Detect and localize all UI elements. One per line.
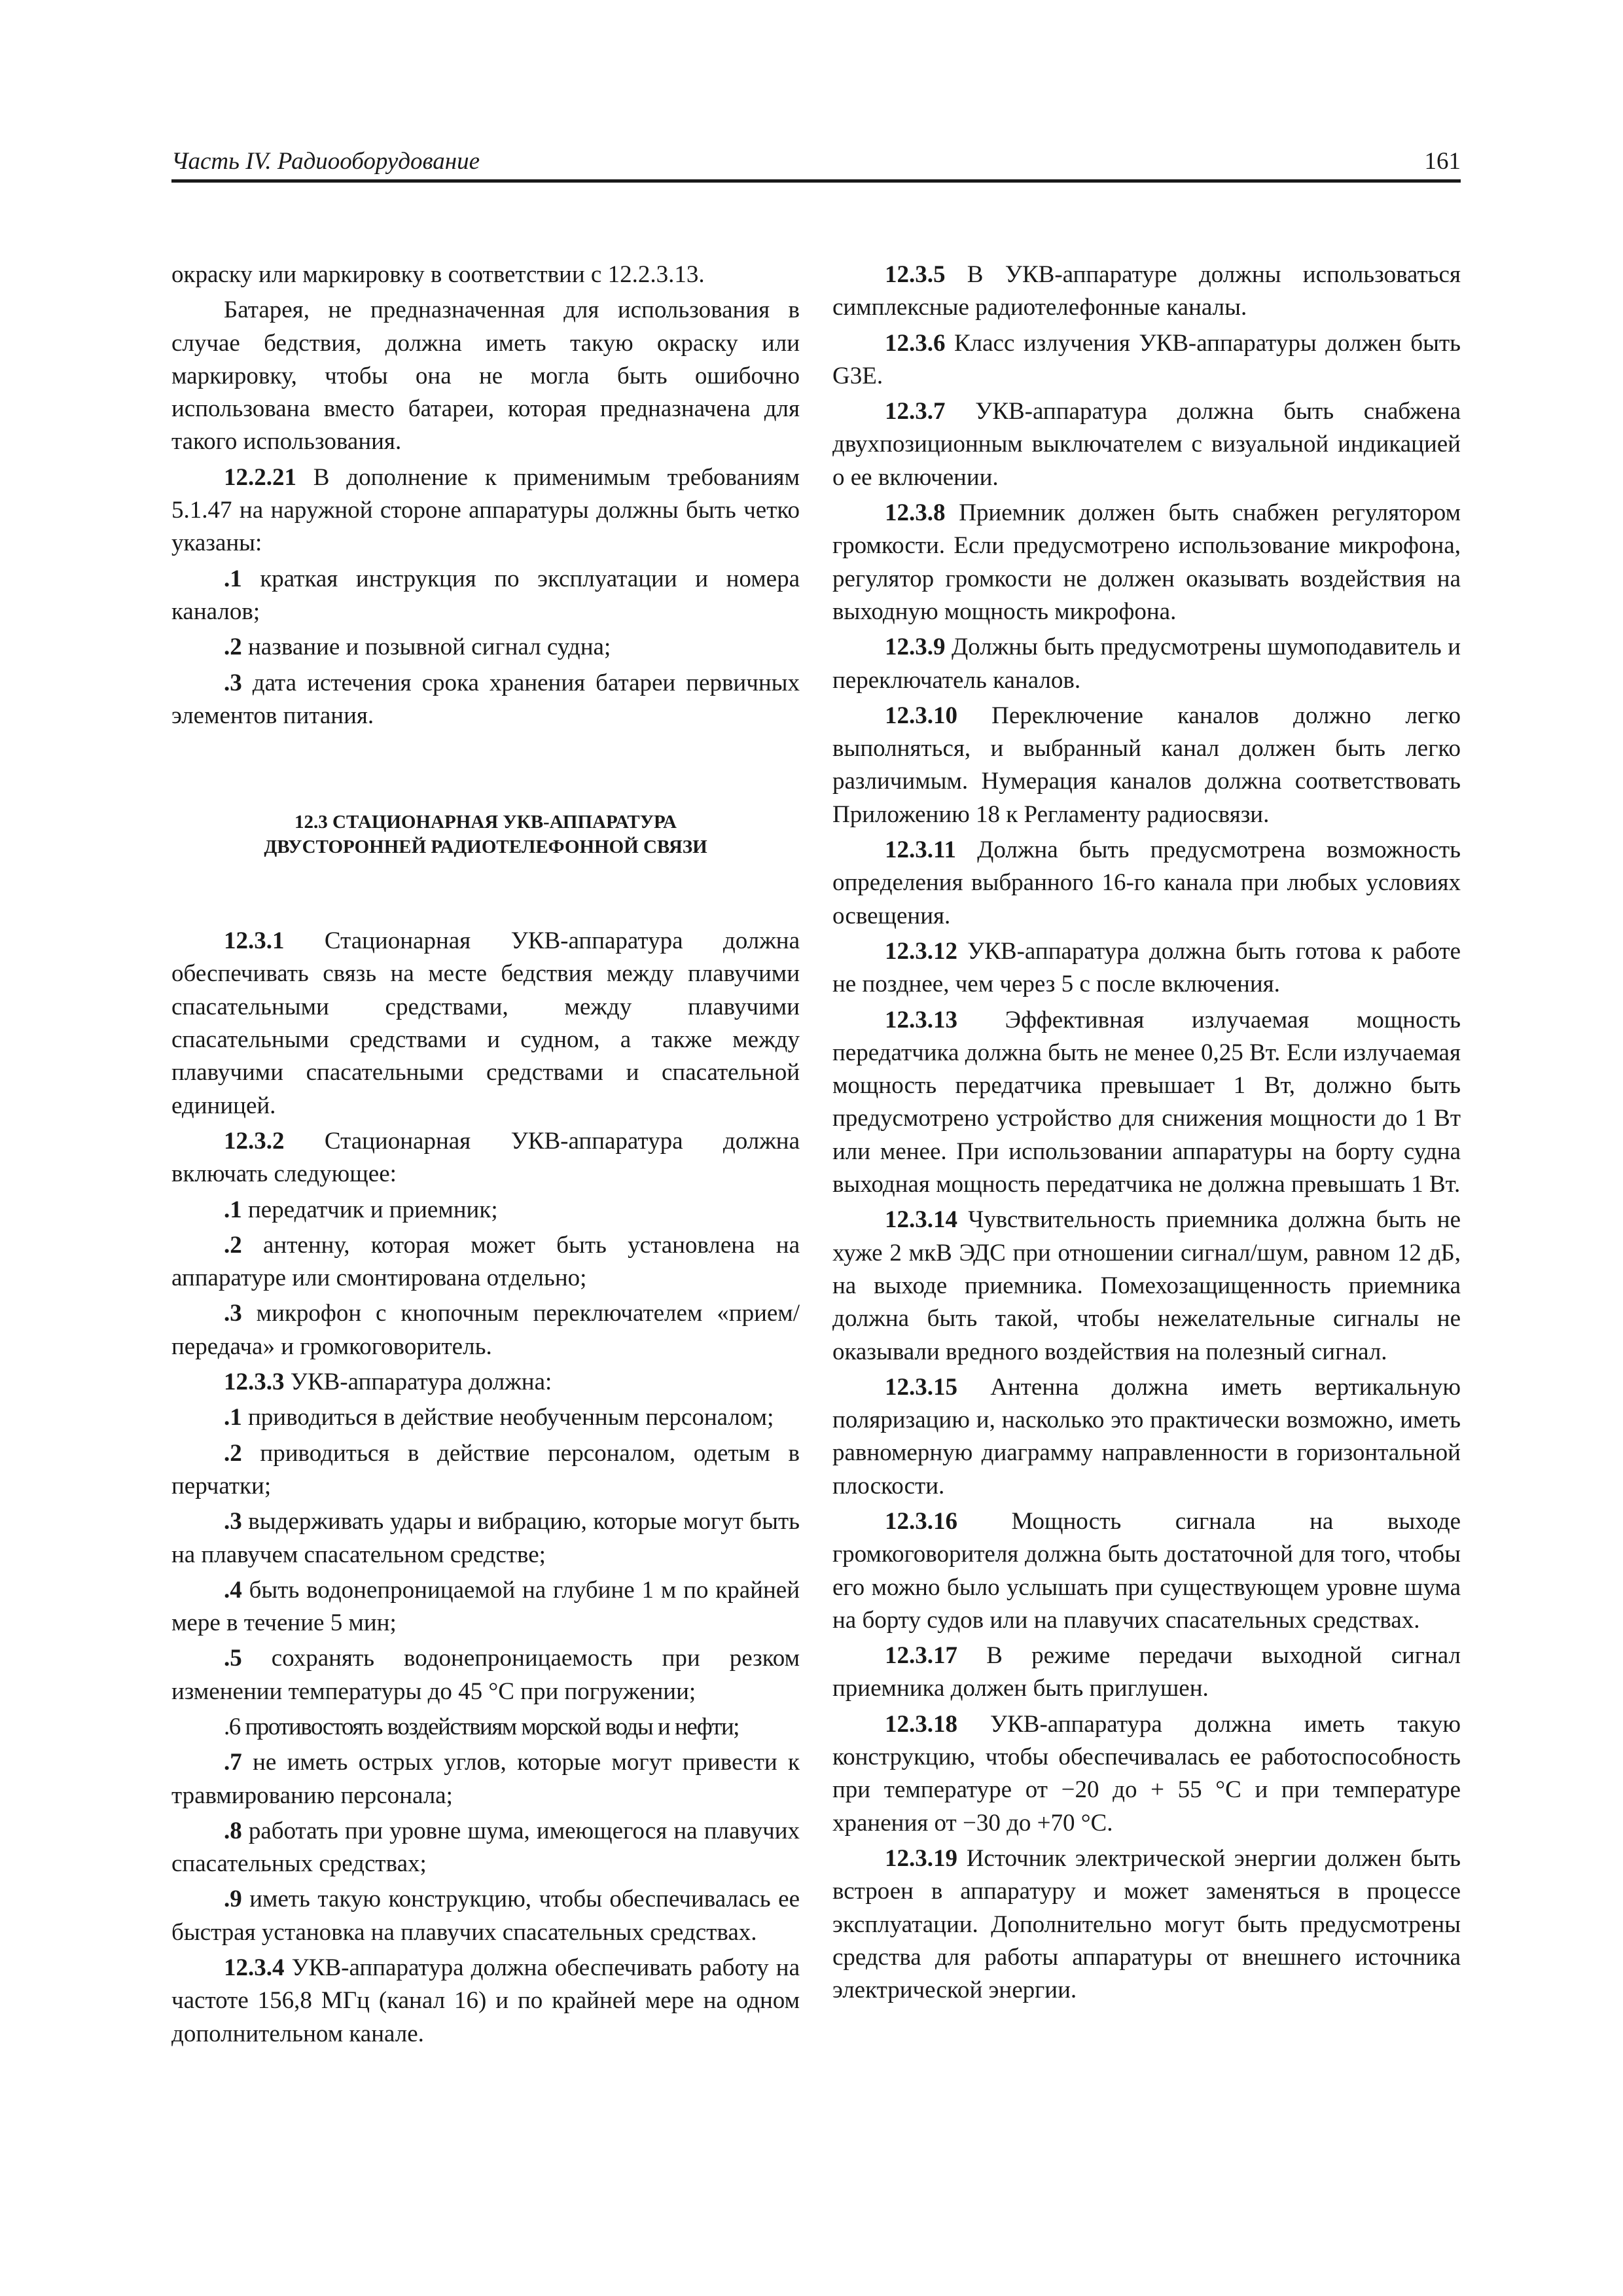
item-text: иметь такую конструкцию, чтобы обеспечивалась ее быстрая установка на плавучих спасательных средствах. <box>171 1886 800 1946</box>
item-number: .7 <box>224 1749 242 1776</box>
clause-number: 12.3.15 <box>885 1373 957 1401</box>
list-item <box>171 667 800 733</box>
item-text: противостоять воздействиям морской воды и нефти; <box>240 1713 739 1740</box>
clause-text: УКВ-аппаратура должна быть снабжена двухпозиционным выключателем с визуальной индикацией о ее включении. <box>832 398 1461 491</box>
item-number: .9 <box>224 1886 242 1913</box>
list-item <box>171 1574 800 1640</box>
item-text: антенну, которая может быть установлена на аппаратуре или смонтирована отдельно; <box>171 1231 800 1292</box>
page-header <box>171 143 1461 183</box>
item-text: передатчик и приемник; <box>241 1196 498 1223</box>
clause-text: В дополнение к применимым требованиям 5.1.47 на наружной стороне аппаратуры должны быть четко указаны: <box>171 463 800 557</box>
left-column <box>171 259 800 2053</box>
item-number: .2 <box>224 1231 242 1259</box>
clause-text: Мощность сигнала на выходе громкоговорителя должна быть достаточной для того, чтобы его можно было услышать при существующем уровне шума на борту судов или на плавучих спасательных средствах. <box>832 1507 1461 1634</box>
clause-number: 12.3.11 <box>885 836 956 864</box>
clause-12-3-8 <box>832 497 1461 628</box>
item-number: .5 <box>224 1645 242 1672</box>
clause-text: Антенна должна иметь вертикальную поляризацию и, насколько это практически возможно, иметь равномерную диаграмму направленности в горизонтальной плоскости. <box>832 1373 1461 1499</box>
list-item <box>171 1711 800 1744</box>
list-item <box>171 1883 800 1949</box>
list-item <box>171 563 800 629</box>
clause-12-3-17 <box>832 1640 1461 1706</box>
clause-text: УКВ-аппаратура должна иметь такую конструкцию, чтобы обеспечивалась ее работоспособность при температуре от −20 до + 55 °C и при температуре хранения от −30 до +70 °C. <box>832 1710 1461 1837</box>
list-item <box>171 1815 800 1881</box>
clause-number: 12.3.13 <box>885 1006 957 1033</box>
clause-number: 12.3.19 <box>885 1844 957 1872</box>
clause-number: 12.3.7 <box>885 398 946 425</box>
clause-number: 12.3.6 <box>885 329 946 357</box>
clause-number: 12.3.14 <box>885 1206 957 1234</box>
page-number: 161 <box>1424 148 1461 175</box>
clause-number: 12.3.2 <box>224 1127 285 1155</box>
clause-12-3-16 <box>832 1505 1461 1637</box>
section-heading-line: 12.3 СТАЦИОНАРНАЯ УКВ-АППАРАТУРА <box>294 812 677 833</box>
item-text: приводиться в действие необученным персоналом; <box>241 1404 774 1431</box>
clause-12-3-19 <box>832 1842 1461 2007</box>
clause-12-3-12 <box>832 935 1461 1001</box>
list-item <box>171 631 800 664</box>
item-text: краткая инструкция по эксплуатации и номера каналов; <box>171 565 800 625</box>
item-text: быть водонепроницаемой на глубине 1 м по крайней мере в течение 5 мин; <box>171 1576 800 1637</box>
list-item <box>171 1194 800 1227</box>
clause-12-3-7 <box>832 395 1461 494</box>
clause-number: 12.3.4 <box>224 1954 285 1982</box>
clause-text: В УКВ-аппаратуре должны использоваться симплексные радиотелефонные каналы. <box>832 261 1461 321</box>
clause-12-3-5 <box>832 259 1461 325</box>
clause-number: 12.3.17 <box>885 1642 957 1670</box>
item-text: микрофон с кнопочным переключателем «прием/передача» и громкоговоритель. <box>171 1300 800 1360</box>
item-text: название и позывной сигнал судна; <box>241 634 611 661</box>
item-text: работать при уровне шума, имеющегося на плавучих спасательных средствах; <box>171 1817 800 1878</box>
clause-text: УКВ-аппаратура должна: <box>284 1369 552 1396</box>
clause-12-3-13 <box>832 1004 1461 1202</box>
item-number: .8 <box>224 1817 242 1844</box>
item-text: дата истечения срока хранения батареи первичных элементов питания. <box>171 669 800 729</box>
list-item <box>171 1505 800 1571</box>
clause-12-3-9 <box>832 631 1461 697</box>
item-text: сохранять водонепроницаемость при резком изменении температуры до 45 °C при погружении; <box>171 1645 800 1705</box>
clause-12-3-4 <box>171 1952 800 2051</box>
clause-text: Приемник должен быть снабжен регулятором громкости. Если предусмотрено использование микрофона, регулятор громкости не должен оказывать воздействия на выходную мощность микрофона. <box>832 499 1461 625</box>
item-number: .3 <box>224 669 242 696</box>
list-item <box>171 1401 800 1434</box>
clause-number: 12.3.3 <box>224 1369 285 1396</box>
clause-text: УКВ-аппаратура должна обеспечивать работу на частоте 156,8 МГц (канал 16) и по крайней мере на одном дополнительном канале. <box>171 1954 800 2047</box>
clause-text: Стационарная УКВ-аппаратура должна включать следующее: <box>171 1127 800 1188</box>
clause-text: Стационарная УКВ-аппаратура должна обеспечивать связь на месте бедствия между плавучими спасательными средствами, между плавучими спасательными средствами и судном, а также между плавучими спасательными средствами и спасательной единицей. <box>171 927 800 1119</box>
item-number: .1 <box>224 1404 242 1431</box>
part-title: Часть IV. Радиооборудование <box>171 148 480 175</box>
clause-number: 12.3.16 <box>885 1507 957 1535</box>
section-heading <box>171 810 800 859</box>
clause-text: Класс излучения УКВ-аппаратуры должен быть G3E. <box>832 329 1461 389</box>
clause-text: Эффективная излучаемая мощность передатчика должна быть не менее 0,25 Вт. Если излучаемая мощность передатчика превышает 1 Вт, должно быть предусмотрено устройство для снижения мощности до 1 Вт или менее. При использовании аппаратуры на борту судна выходная мощность передатчика не должна превышать 1 Вт. <box>832 1006 1461 1198</box>
paragraph: окраску или маркировку в соответствии с 12.2.3.13. <box>171 261 705 288</box>
item-text: не иметь острых углов, которые могут привести к травмированию персонала; <box>171 1749 800 1809</box>
clause-12-3-15 <box>832 1371 1461 1503</box>
clause-text: В режиме передачи выходной сигнал приемника должен быть приглушен. <box>832 1642 1461 1702</box>
clause-12-3-6 <box>832 327 1461 393</box>
paragraph: Батарея, не предназначенная для использования в случае бедствия, должна иметь такую окраску или маркировку, чтобы она не могла быть ошибочно использована вместо батареи, которая предназначена для такого использования. <box>171 296 800 456</box>
clause-number: 12.3.8 <box>885 499 946 527</box>
clause-12-3-18 <box>832 1708 1461 1840</box>
section-heading-line: ДВУСТОРОННЕЙ РАДИОТЕЛЕФОННОЙ СВЯЗИ <box>264 836 707 858</box>
list-item <box>171 1746 800 1812</box>
item-number: .1 <box>224 1196 242 1223</box>
clause-12-3-11 <box>832 834 1461 933</box>
item-number: .6 <box>224 1713 240 1740</box>
clause-number: 12.3.5 <box>885 261 946 288</box>
list-item <box>171 1642 800 1708</box>
list-item <box>171 1229 800 1295</box>
clause-text: Чувствительность приемника должна быть не хуже 2 мкВ ЭДС при отношении сигнал/шум, равном 12 дБ, на выходе приемника. Помехозащищенность приемника должна быть такой, чтобы нежелательные сигналы не оказывали вредного воздействия на полезный сигнал. <box>832 1206 1461 1365</box>
clause-number: 12.2.21 <box>224 463 296 491</box>
clause-text: Источник электрической энергии должен быть встроен в аппаратуру и может заменяться в процессе эксплуатации. Дополнительно могут быть предусмотрены средства для работы аппаратуры от внешнего источника электрической энергии. <box>832 1844 1461 2004</box>
clause-12-3-1 <box>171 925 800 1122</box>
clause-number: 12.3.12 <box>885 937 957 965</box>
right-column <box>832 259 1461 2009</box>
clause-number: 12.3.1 <box>224 927 285 955</box>
item-number: .4 <box>224 1576 242 1604</box>
item-number: .2 <box>224 634 242 661</box>
clause-text: Переключение каналов должно легко выполняться, и выбранный канал должен быть легко различимым. Нумерация каналов должна соответствовать Приложению 18 к Регламенту радиосвязи. <box>832 702 1461 828</box>
clause-text: Должна быть предусмотрена возможность определения выбранного 16-го канала при любых условиях освещения. <box>832 836 1461 929</box>
clause-12-3-3 <box>171 1366 800 1399</box>
clause-number: 12.3.18 <box>885 1710 957 1738</box>
item-text: приводиться в действие персоналом, одетым в перчатки; <box>171 1439 800 1499</box>
item-number: .1 <box>224 565 242 592</box>
item-number: .2 <box>224 1439 242 1467</box>
item-number: .3 <box>224 1508 242 1535</box>
item-text: выдерживать удары и вибрацию, которые могут быть на плавучем спасательном средстве; <box>171 1508 800 1568</box>
clause-12-3-10 <box>832 700 1461 831</box>
list-item <box>171 1437 800 1503</box>
clause-number: 12.3.10 <box>885 702 957 729</box>
clause-text: Должны быть предусмотрены шумоподавитель и переключатель каналов. <box>832 634 1461 694</box>
clause-12-3-2 <box>171 1125 800 1191</box>
clause-12-2-21 <box>171 461 800 560</box>
clause-text: УКВ-аппаратура должна быть готова к работе не позднее, чем через 5 с после включения. <box>832 937 1461 998</box>
clause-number: 12.3.9 <box>885 634 946 661</box>
list-item <box>171 1297 800 1363</box>
item-number: .3 <box>224 1300 242 1327</box>
clause-12-3-14 <box>832 1204 1461 1368</box>
